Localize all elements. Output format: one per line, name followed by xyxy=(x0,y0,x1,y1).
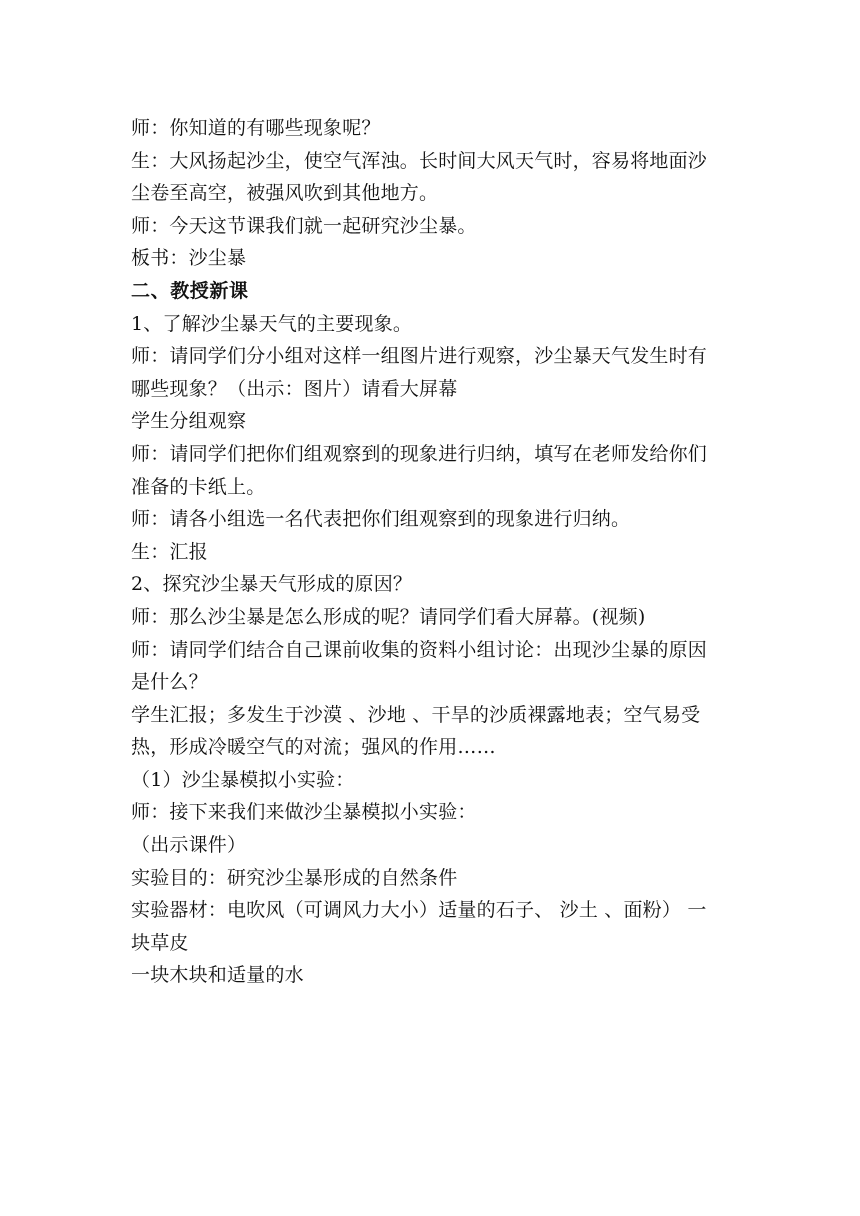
text-line: （1）沙尘暴模拟小实验： xyxy=(131,768,355,791)
text-line: 师：那么沙尘暴是怎么形成的呢？请同学们看大屏幕。(视频) xyxy=(131,605,646,628)
text-line: 生：大风扬起沙尘，使空气浑浊。长时间大风天气时，容易将地面沙 xyxy=(131,149,708,172)
text-line: 师：请同学们分小组对这样一组图片进行观察，沙尘暴天气发生时有 xyxy=(131,345,708,368)
text-line: 生：汇报 xyxy=(131,540,208,563)
text-line: 实验器材：电吹风（可调风力大小）适量的石子、 沙土 、面粉） 一 xyxy=(131,899,707,922)
text-line: 热，形成冷暖空气的对流；强风的作用…… xyxy=(131,736,496,759)
text-line: 准备的卡纸上。 xyxy=(131,475,266,498)
text-line: （出示课件） xyxy=(131,834,247,857)
document-body xyxy=(131,112,743,992)
text-line: 师：今天这节课我们就一起研究沙尘暴。 xyxy=(131,214,477,237)
text-line: 板书：沙尘暴 xyxy=(131,247,247,270)
text-line: 尘卷至高空，被强风吹到其他地方。 xyxy=(131,182,439,205)
text-line: 师：请同学们把你们组观察到的现象进行归纳，填写在老师发给你们 xyxy=(131,442,708,465)
section-heading: 二、教授新课 xyxy=(131,279,249,302)
text-line: 学生分组观察 xyxy=(131,410,247,433)
text-line: 是什么？ xyxy=(131,671,208,694)
text-line: 师：请同学们结合自己课前收集的资料小组讨论：出现沙尘暴的原因 xyxy=(131,638,708,661)
text-line: 1、了解沙尘暴天气的主要现象。 xyxy=(131,312,413,335)
text-line: 哪些现象？（出示：图片）请看大屏幕 xyxy=(131,377,458,400)
text-line: 块草皮 xyxy=(131,931,189,954)
text-line: 2、探究沙尘暴天气形成的原因？ xyxy=(131,573,413,596)
text-line: 实验目的：研究沙尘暴形成的自然条件 xyxy=(131,866,458,889)
text-line: 一块木块和适量的水 xyxy=(131,964,304,987)
text-line: 师：你知道的有哪些现象呢？ xyxy=(131,117,381,139)
text-line: 学生汇报；多发生于沙漠 、沙地 、干旱的沙质裸露地表；空气易受 xyxy=(131,703,701,726)
text-line: 师：接下来我们来做沙尘暴模拟小实验： xyxy=(131,801,477,824)
text-line: 师：请各小组选一名代表把你们组观察到的现象进行归纳。 xyxy=(131,508,631,531)
